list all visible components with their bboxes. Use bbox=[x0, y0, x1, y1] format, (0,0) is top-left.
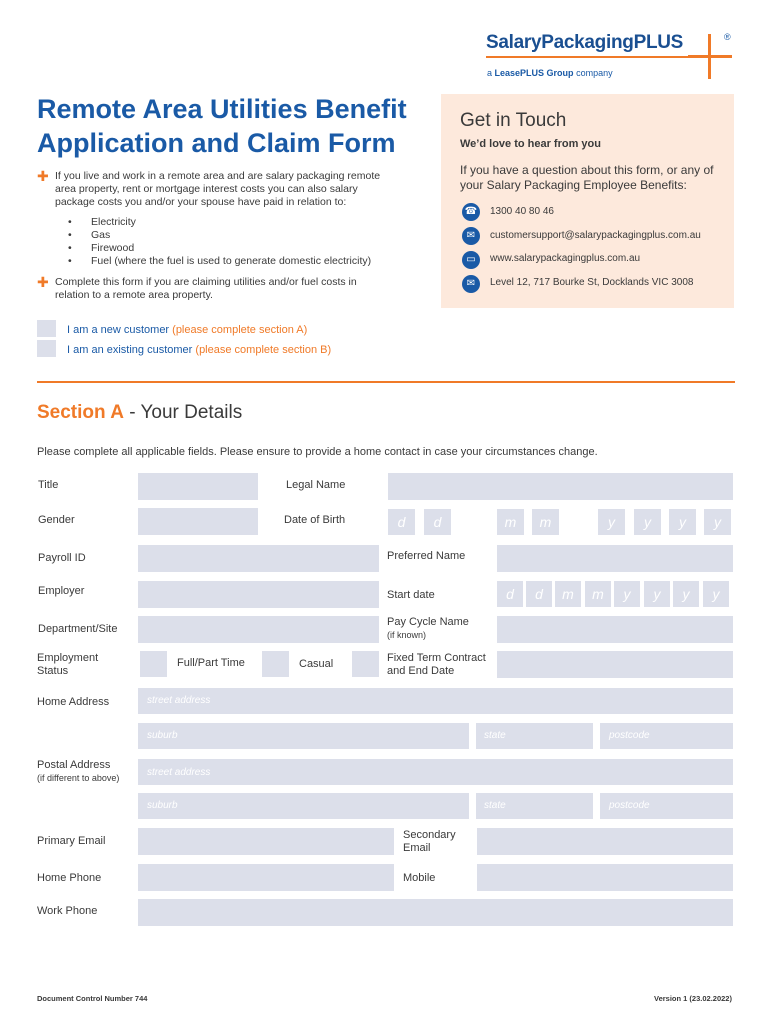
title-label: Title bbox=[38, 479, 59, 491]
casual-checkbox[interactable] bbox=[262, 651, 289, 677]
home-street-field[interactable] bbox=[138, 688, 733, 714]
dob-year-2[interactable]: y bbox=[634, 509, 661, 535]
dob-label: Date of Birth bbox=[284, 514, 346, 526]
street-placeholder: street address bbox=[147, 695, 211, 706]
employment-status-line-1: Employment bbox=[37, 652, 99, 664]
new-customer-note: (please complete section A) bbox=[172, 324, 308, 336]
street-placeholder: street address bbox=[147, 767, 211, 778]
start-year-4[interactable]: y bbox=[703, 581, 729, 607]
existing-customer-text: I am an existing customer bbox=[67, 344, 193, 356]
logo-plus-icon-bar bbox=[688, 55, 732, 58]
contact-address: Level 12, 717 Bourke St, Docklands VIC 3008 bbox=[490, 277, 694, 288]
section-a-label: Section A bbox=[37, 402, 124, 423]
brand-logo-text: SalaryPackagingPLUS bbox=[486, 32, 684, 53]
dob-year-1[interactable]: y bbox=[598, 509, 625, 535]
employment-status-line-2: Status bbox=[37, 665, 69, 677]
full-part-time-checkbox[interactable] bbox=[140, 651, 167, 677]
web-icon: ▭ bbox=[462, 251, 480, 269]
suburb-placeholder: suburb bbox=[147, 800, 178, 811]
employer-label: Employer bbox=[38, 585, 85, 597]
plus-bullet-icon: ✚ bbox=[37, 274, 49, 290]
contact-website[interactable]: www.salarypackagingplus.com.au bbox=[490, 253, 641, 264]
home-address-label: Home Address bbox=[37, 696, 110, 708]
list-item-firewood: Firewood bbox=[91, 242, 135, 254]
work-phone-field[interactable] bbox=[138, 899, 733, 926]
list-item-electricity: Electricity bbox=[91, 216, 136, 228]
phone-icon: ☎ bbox=[462, 203, 480, 221]
list-bullet: • bbox=[68, 242, 72, 254]
mail-icon: ✉ bbox=[462, 275, 480, 293]
contact-email[interactable]: customersupport@salarypackagingplus.com.au bbox=[490, 230, 701, 241]
primary-email-label: Primary Email bbox=[37, 835, 106, 847]
dob-month-2[interactable]: m bbox=[532, 509, 559, 535]
payroll-id-label: Payroll ID bbox=[38, 552, 86, 564]
fixed-term-label bbox=[387, 652, 486, 678]
legal-name-label: Legal Name bbox=[286, 479, 346, 491]
dob-year-4[interactable]: y bbox=[704, 509, 731, 535]
existing-customer-label bbox=[67, 344, 331, 356]
section-divider bbox=[37, 381, 735, 383]
contact-text: If you have a question about this form, or any of your Salary Packaging Employee Benefits: bbox=[460, 163, 714, 192]
list-bullet: • bbox=[68, 216, 72, 228]
contact-title: Get in Touch bbox=[460, 110, 567, 131]
pay-cycle-text: Pay Cycle Name bbox=[387, 616, 469, 628]
state-placeholder: state bbox=[484, 730, 506, 741]
state-placeholder: state bbox=[484, 800, 506, 811]
start-date-label: Start date bbox=[387, 589, 435, 601]
list-item-gas: Gas bbox=[91, 229, 111, 241]
contact-subtitle: We’d love to hear from you bbox=[460, 138, 601, 150]
page-title bbox=[37, 92, 437, 160]
start-month-2[interactable]: m bbox=[585, 581, 611, 607]
logo-underline bbox=[486, 56, 712, 58]
intro-line: Complete this form if you are claiming utilities and/or fuel costs in bbox=[55, 276, 357, 288]
department-field[interactable] bbox=[138, 616, 379, 643]
list-bullet: • bbox=[68, 255, 72, 267]
secondary-email-field[interactable] bbox=[477, 828, 733, 855]
payroll-id-field[interactable] bbox=[138, 545, 379, 572]
title-field[interactable] bbox=[138, 473, 258, 500]
tagline-group: LeasePLUS Group bbox=[494, 68, 574, 78]
email-icon: ✉ bbox=[462, 227, 480, 245]
start-day-2[interactable]: d bbox=[526, 581, 552, 607]
secondary-email-line-2: Email bbox=[403, 842, 431, 854]
postal-address-text: Postal Address bbox=[37, 759, 111, 771]
intro-line: relation to a remote area property. bbox=[55, 289, 213, 301]
postal-address-note: (if different to above) bbox=[37, 773, 120, 783]
start-day-1[interactable]: d bbox=[497, 581, 523, 607]
title-line-1: Remote Area Utilities Benefit bbox=[37, 94, 407, 124]
title-line-2: Application and Claim Form bbox=[37, 128, 396, 158]
fixed-term-line-1: Fixed Term Contract bbox=[387, 652, 486, 664]
home-postcode-field[interactable] bbox=[600, 723, 733, 749]
preferred-name-field[interactable] bbox=[497, 545, 733, 572]
home-phone-label: Home Phone bbox=[37, 872, 102, 884]
preferred-name-label: Preferred Name bbox=[387, 550, 466, 562]
dob-day-1[interactable]: d bbox=[388, 509, 415, 535]
section-a-heading: - Your Details bbox=[123, 402, 243, 423]
start-year-1[interactable]: y bbox=[614, 581, 640, 607]
mobile-field[interactable] bbox=[477, 864, 733, 891]
tagline-suffix: company bbox=[576, 68, 613, 78]
registered-mark: ® bbox=[724, 32, 731, 42]
dob-day-2[interactable]: d bbox=[424, 509, 451, 535]
section-a-title bbox=[37, 402, 242, 424]
postcode-placeholder: postcode bbox=[609, 800, 650, 811]
intro-paragraph-2 bbox=[55, 276, 425, 302]
postal-address-label bbox=[37, 759, 119, 785]
work-phone-label: Work Phone bbox=[37, 905, 98, 917]
intro-line: area property, rent or mortgage interest costs you can also salary bbox=[55, 183, 358, 195]
gender-field[interactable] bbox=[138, 508, 258, 535]
postcode-placeholder: postcode bbox=[609, 730, 650, 741]
gender-label: Gender bbox=[38, 514, 75, 526]
legal-name-field[interactable] bbox=[388, 473, 733, 500]
intro-line: If you live and work in a remote area and are salary packaging remote bbox=[55, 170, 381, 182]
suburb-placeholder: suburb bbox=[147, 730, 178, 741]
dob-month-1[interactable]: m bbox=[497, 509, 524, 535]
list-bullet: • bbox=[68, 229, 72, 241]
secondary-email-label bbox=[403, 829, 456, 855]
intro-line: package costs you and/or your spouse have paid in relation to: bbox=[55, 196, 347, 208]
section-a-intro: Please complete all applicable fields. Please ensure to provide a home contact in case your circumstances change. bbox=[37, 446, 598, 458]
postal-state-field[interactable] bbox=[476, 793, 593, 819]
existing-customer-checkbox[interactable] bbox=[37, 340, 56, 357]
home-phone-field[interactable] bbox=[138, 864, 394, 891]
pay-cycle-label bbox=[387, 616, 469, 642]
start-month-1[interactable]: m bbox=[555, 581, 581, 607]
department-label: Department/Site bbox=[38, 623, 118, 635]
version-label: Version 1 (23.02.2022) bbox=[654, 994, 732, 1003]
casual-label: Casual bbox=[299, 658, 334, 670]
employer-field[interactable] bbox=[138, 581, 379, 608]
existing-customer-note: (please complete section B) bbox=[195, 344, 332, 356]
plus-bullet-icon: ✚ bbox=[37, 168, 49, 184]
mobile-label: Mobile bbox=[403, 872, 436, 884]
secondary-email-line-1: Secondary bbox=[403, 829, 456, 841]
tagline-prefix: a bbox=[487, 68, 493, 78]
intro-paragraph-1 bbox=[55, 170, 425, 209]
document-control-number: Document Control Number 744 bbox=[37, 994, 148, 1003]
postal-postcode-field[interactable] bbox=[600, 793, 733, 819]
home-state-field[interactable] bbox=[476, 723, 593, 749]
fixed-term-end-date-field[interactable] bbox=[497, 651, 733, 678]
dob-year-3[interactable]: y bbox=[669, 509, 696, 535]
logo-tagline bbox=[487, 68, 613, 78]
new-customer-text: I am a new customer bbox=[67, 324, 170, 336]
postal-street-field[interactable] bbox=[138, 759, 733, 785]
new-customer-checkbox[interactable] bbox=[37, 320, 56, 337]
contact-phone[interactable]: 1300 40 80 46 bbox=[490, 206, 554, 217]
postal-suburb-field[interactable] bbox=[138, 793, 469, 819]
pay-cycle-note: (if known) bbox=[387, 630, 427, 640]
primary-email-field[interactable] bbox=[138, 828, 394, 855]
fixed-term-checkbox[interactable] bbox=[352, 651, 379, 677]
home-suburb-field[interactable] bbox=[138, 723, 469, 749]
new-customer-label bbox=[67, 324, 307, 336]
list-item-fuel: Fuel (where the fuel is used to generate domestic electricity) bbox=[91, 255, 372, 267]
start-year-3[interactable]: y bbox=[673, 581, 699, 607]
full-part-time-label: Full/Part Time bbox=[177, 657, 245, 669]
fixed-term-line-2: and End Date bbox=[387, 665, 455, 677]
start-year-2[interactable]: y bbox=[644, 581, 670, 607]
pay-cycle-field[interactable] bbox=[497, 616, 733, 643]
employment-status-label bbox=[37, 652, 98, 678]
